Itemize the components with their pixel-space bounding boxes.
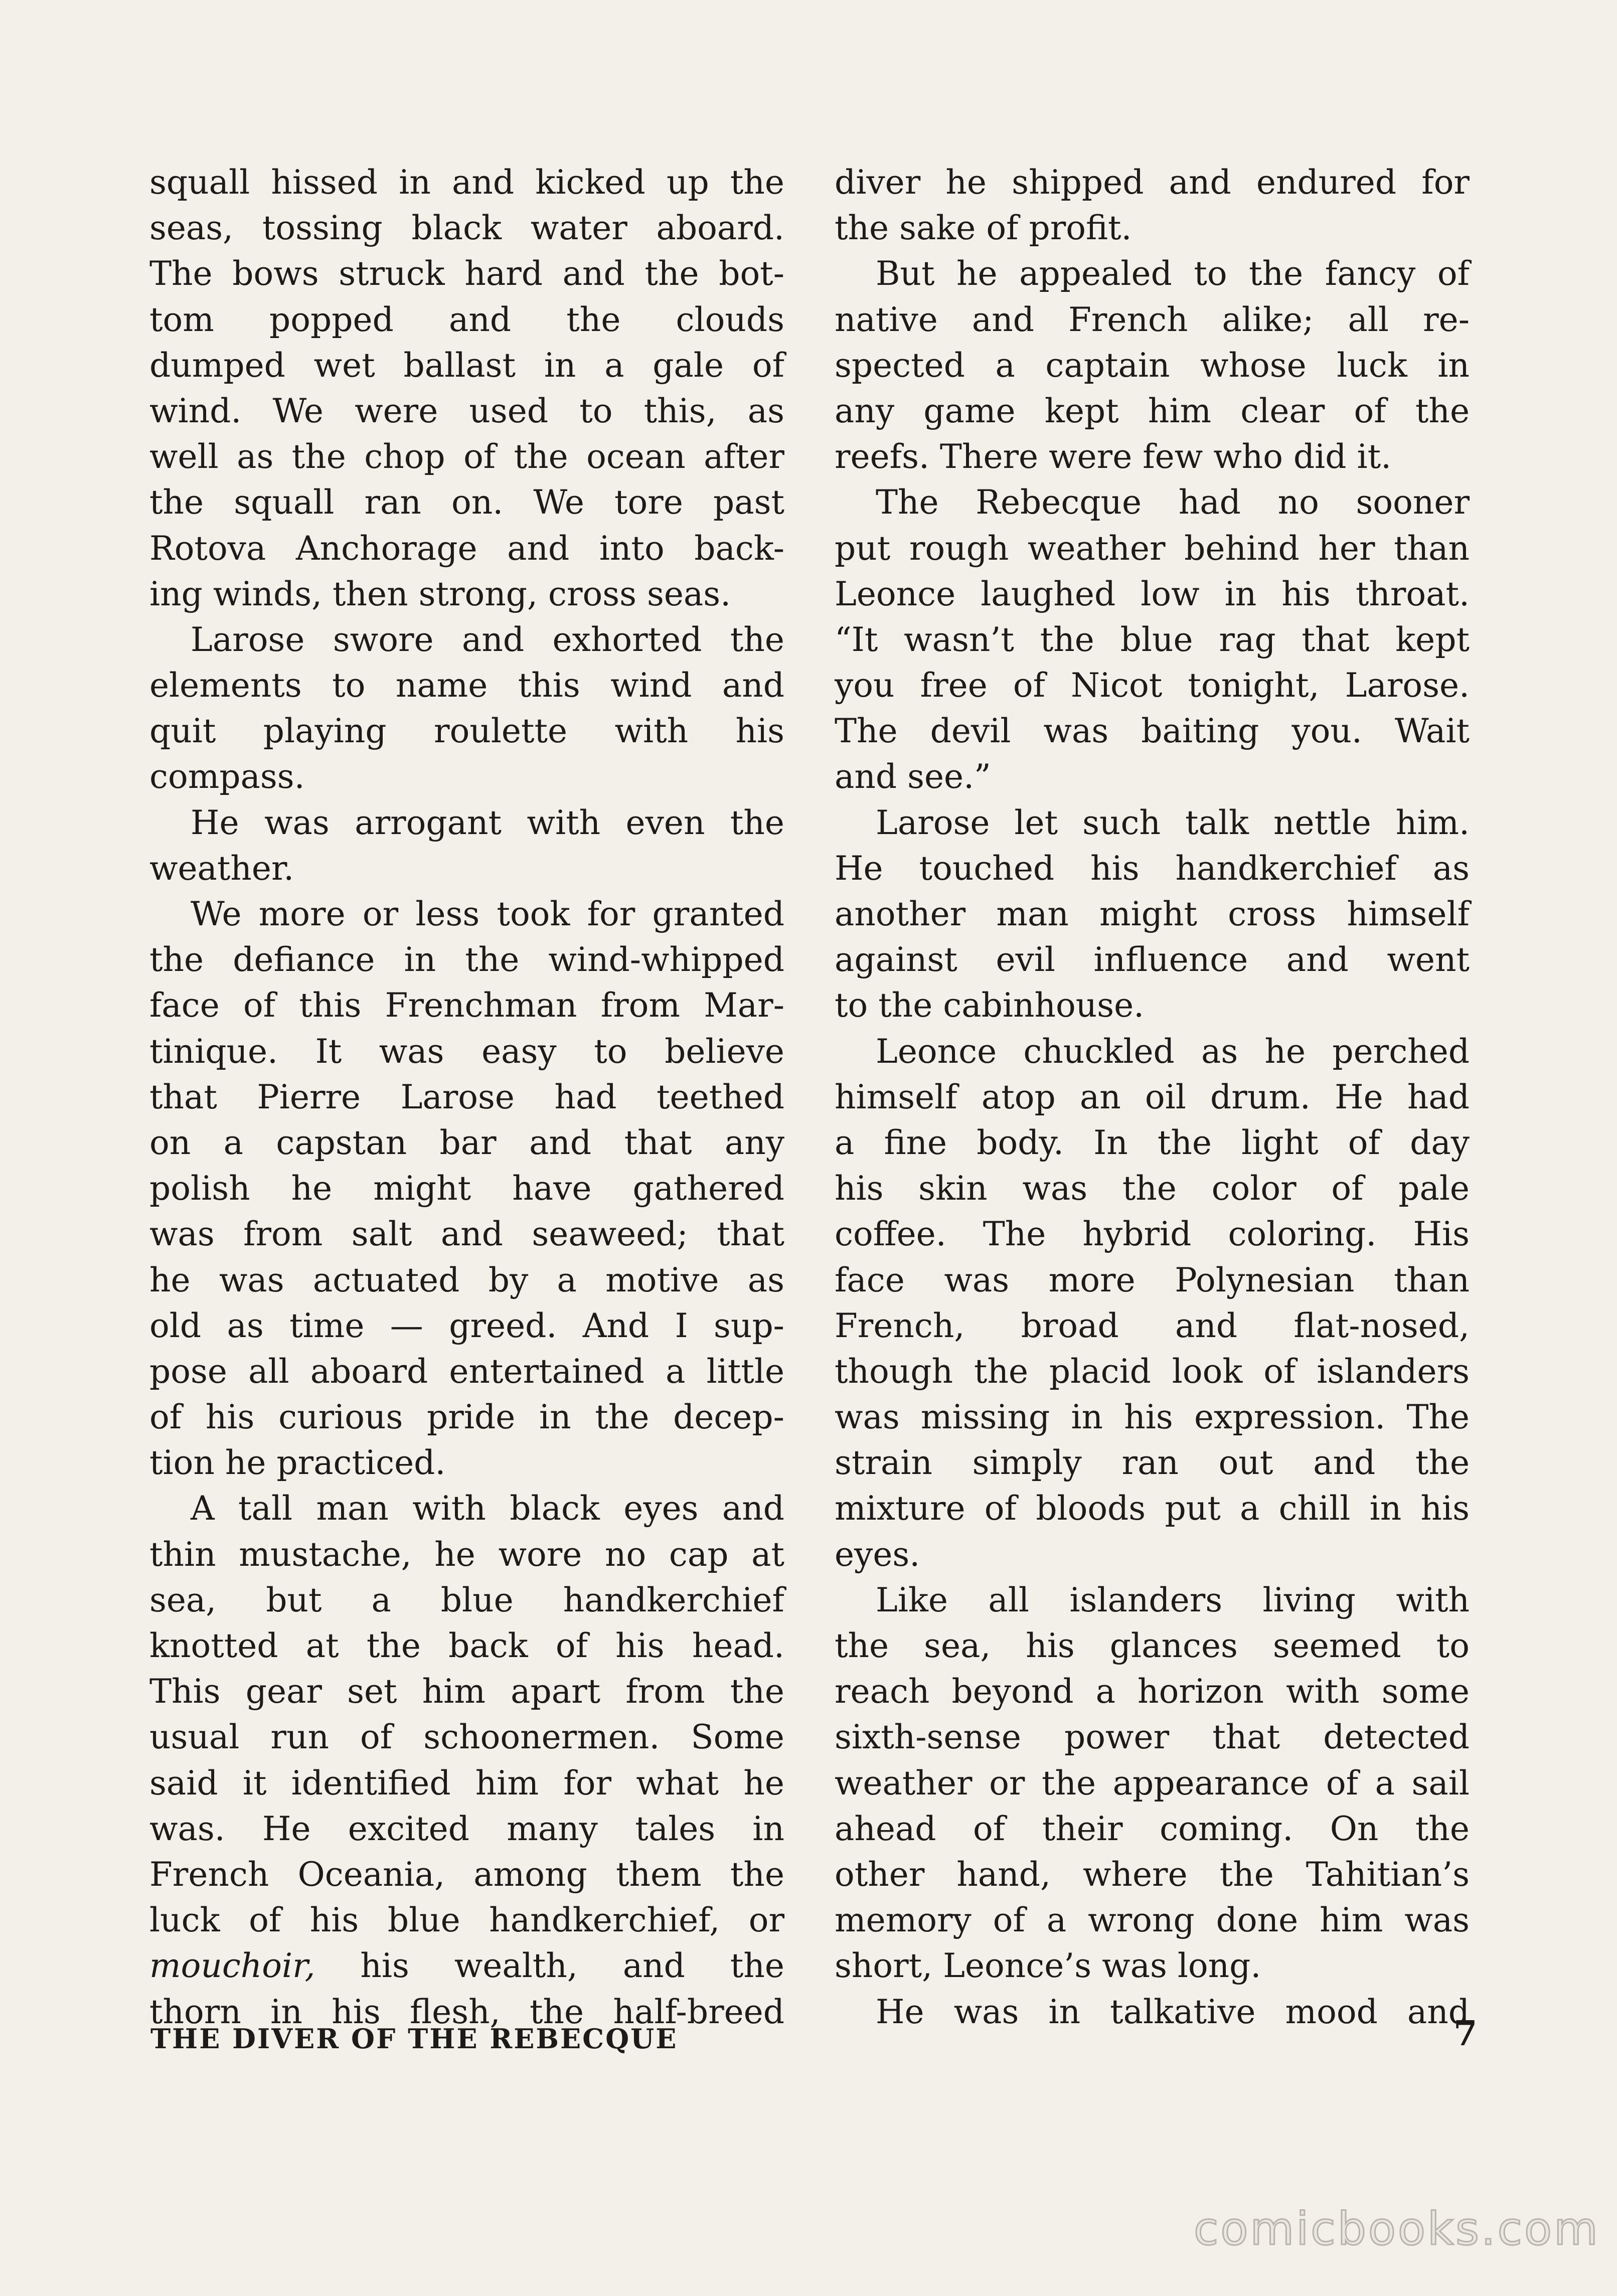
text-line: sea, but a blue handkerchief bbox=[149, 1580, 784, 1619]
text-line: a fine body. In the light of day bbox=[835, 1123, 1470, 1162]
text-line: to the cabinhouse. bbox=[835, 986, 1145, 1025]
text-line: He was arrogant with even the bbox=[191, 803, 784, 842]
text-line: native and French alike; all re- bbox=[835, 300, 1470, 339]
text-line: squall hissed in and kicked up the bbox=[149, 163, 784, 202]
text-line: The bows struck hard and the bot- bbox=[149, 254, 784, 293]
italic-word: mouchoir, bbox=[149, 1946, 315, 1986]
text-line: A tall man with black eyes and bbox=[191, 1489, 784, 1528]
text-line: mixture of bloods put a chill in his bbox=[835, 1489, 1470, 1528]
text-line: old as time — greed. And I sup- bbox=[149, 1306, 784, 1345]
text-line: thorn in his flesh, the half-breed bbox=[149, 1992, 784, 2031]
text-line: was missing in his expression. The bbox=[835, 1398, 1470, 1437]
text-line: and see.” bbox=[835, 757, 991, 796]
text-line: face of this Frenchman from Mar- bbox=[149, 986, 784, 1025]
left-text-column bbox=[149, 159, 784, 2035]
text-line: quit playing roulette with his bbox=[149, 712, 784, 751]
page-number: 7 bbox=[1453, 2014, 1478, 2054]
text-line: dumped wet ballast in a gale of bbox=[149, 346, 784, 385]
text-line: diver he shipped and endured for bbox=[835, 163, 1470, 202]
text-line: the defiance in the wind-whipped bbox=[149, 940, 784, 979]
text-line: Leonce chuckled as he perched bbox=[876, 1032, 1470, 1071]
text-line: But he appealed to the fancy of bbox=[876, 254, 1470, 293]
text-line: the sea, his glances seemed to bbox=[835, 1626, 1470, 1665]
text-line: French, broad and flat-nosed, bbox=[835, 1306, 1470, 1345]
text-line: Larose let such talk nettle him. bbox=[876, 803, 1470, 842]
text-line: polish he might have gathered bbox=[149, 1169, 784, 1208]
running-footer-title: THE DIVER OF THE REBECQUE bbox=[150, 2023, 678, 2055]
text-line: seas, tossing black water aboard. bbox=[149, 209, 784, 248]
text-line: that Pierre Larose had teethed bbox=[149, 1077, 784, 1116]
text-line: The Rebecque had no sooner bbox=[876, 483, 1470, 522]
text-line: face was more Polynesian than bbox=[835, 1260, 1470, 1299]
text-line: tion he practiced. bbox=[149, 1443, 446, 1483]
text-line: well as the chop of the ocean after bbox=[149, 437, 784, 476]
text-line: usual run of schoonermen. Some bbox=[149, 1718, 784, 1757]
text-line: was from salt and seaweed; that bbox=[149, 1215, 784, 1254]
text-line: Leonce laughed low in his throat. bbox=[835, 574, 1470, 613]
text-line: memory of a wrong done him was bbox=[835, 1901, 1470, 1940]
text-line: ahead of their coming. On the bbox=[835, 1809, 1470, 1848]
text-line: reach beyond a horizon with some bbox=[835, 1672, 1470, 1711]
text-line: of his curious pride in the decep- bbox=[149, 1398, 784, 1437]
text-line: weather. bbox=[149, 849, 294, 888]
text-line: pose all aboard entertained a little bbox=[149, 1352, 784, 1391]
text-line: on a capstan bar and that any bbox=[149, 1123, 784, 1162]
text-line: spected a captain whose luck in bbox=[835, 346, 1470, 385]
text-line: any game kept him clear of the bbox=[835, 391, 1470, 430]
text-line: against evil influence and went bbox=[835, 940, 1470, 979]
text-line: though the placid look of islanders bbox=[835, 1352, 1470, 1391]
text-line: weather or the appearance of a sail bbox=[835, 1763, 1470, 1802]
text-line: himself atop an oil drum. He had bbox=[835, 1077, 1470, 1116]
text-line: We more or less took for granted bbox=[191, 895, 784, 933]
text-line: the squall ran on. We tore past bbox=[149, 483, 784, 522]
text-line: another man might cross himself bbox=[835, 895, 1470, 933]
text-line: he was actuated by a motive as bbox=[149, 1260, 784, 1299]
text-line: thin mustache, he wore no cap at bbox=[149, 1535, 784, 1574]
text-line: other hand, where the Tahitian’s bbox=[835, 1855, 1470, 1894]
text-line: This gear set him apart from the bbox=[149, 1672, 784, 1711]
text-line: reefs. There were few who did it. bbox=[835, 437, 1392, 476]
text-line: Larose swore and exhorted the bbox=[191, 620, 784, 659]
text-line: short, Leonce’s was long. bbox=[835, 1946, 1261, 1986]
text-line: sixth-sense power that detected bbox=[835, 1718, 1470, 1757]
text-line: He touched his handkerchief as bbox=[835, 849, 1470, 888]
text-line: knotted at the back of his head. bbox=[149, 1626, 784, 1665]
text-line: you free of Nicot tonight, Larose. bbox=[835, 666, 1470, 705]
text-line: strain simply ran out and the bbox=[835, 1443, 1470, 1483]
text-line: said it identified him for what he bbox=[149, 1763, 784, 1802]
text-line: the sake of profit. bbox=[835, 209, 1132, 248]
text-line: mouchoir, his wealth, and the bbox=[149, 1946, 784, 1986]
text-line: coffee. The hybrid coloring. His bbox=[835, 1215, 1470, 1254]
text-line: He was in talkative mood and bbox=[876, 1992, 1470, 2031]
text-line: ing winds, then strong, cross seas. bbox=[149, 574, 731, 613]
text-line: Like all islanders living with bbox=[876, 1580, 1470, 1619]
right-text-column bbox=[835, 159, 1470, 2035]
text-line: wind. We were used to this, as bbox=[149, 391, 784, 430]
text-line: tinique. It was easy to believe bbox=[149, 1032, 784, 1071]
text-line: his skin was the color of pale bbox=[835, 1169, 1470, 1208]
text-line: compass. bbox=[149, 757, 305, 796]
text-line: was. He excited many tales in bbox=[149, 1809, 784, 1848]
text-line: eyes. bbox=[835, 1535, 920, 1574]
text-line: elements to name this wind and bbox=[149, 666, 784, 705]
text-line: Rotova Anchorage and into back- bbox=[149, 529, 784, 568]
watermark-logo: comicbooks.com bbox=[1194, 2203, 1600, 2255]
text-line: put rough weather behind her than bbox=[835, 529, 1470, 568]
text-line: French Oceania, among them the bbox=[149, 1855, 784, 1894]
text-line: The devil was baiting you. Wait bbox=[835, 712, 1470, 751]
text-line: luck of his blue handkerchief, or bbox=[149, 1901, 784, 1940]
text-line: “It wasn’t the blue rag that kept bbox=[835, 620, 1470, 659]
text-line: tom popped and the clouds bbox=[149, 300, 784, 339]
